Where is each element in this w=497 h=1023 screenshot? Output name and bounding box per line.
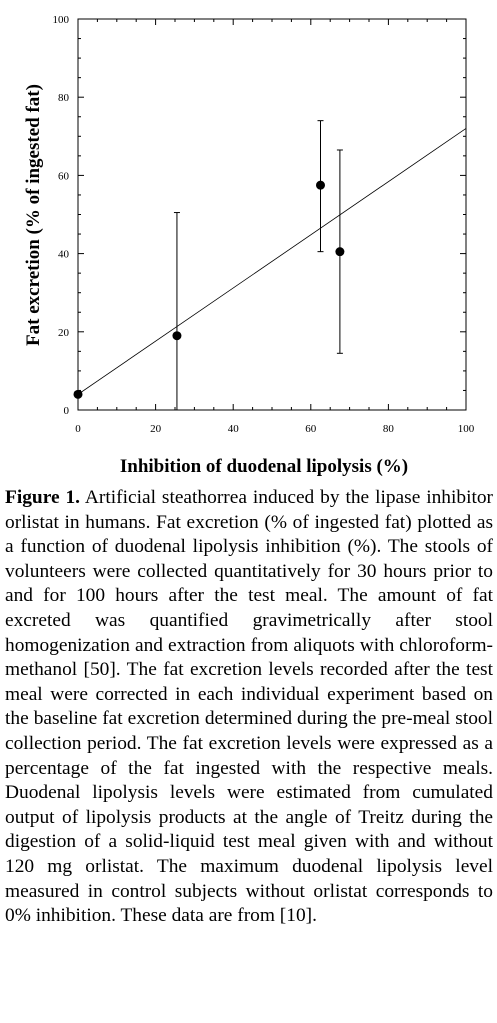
figure-caption — [5, 486, 493, 929]
scatter-chart — [0, 0, 497, 482]
y-tick-labels — [53, 14, 70, 417]
y-tick-label: 60 — [58, 170, 69, 183]
x-tick-label: 60 — [305, 423, 317, 435]
caption-text: Artificial steathorrea induced by the lipase inhibitor orlistat in humans. Fat excretion (% of ingested fat) plotted as a function of duodenal lipolysis inhibition (%). The stools of volunteers were collected quantitatively for 30 hours prior to and for 100 hours after the test meal. The amount of fat excreted was quantified gravimetrically after stool homogenization and extraction from aliquots with chloroform-methanol [50]. The fat excretion levels recorded after the test meal were corrected in each individual experiment based on the baseline fat excretion determined during the pre-meal stool collection period. The fat excretion levels were expressed as a percentage of the fat ingested with the respective meals. Duodenal lipolysis levels were estimated from cumulated output of lipolysis products at the angle of Treitz during the digestion of a solid-liquid test meal given with and without 120 mg orlistat. The maximum duodenal lipolysis level measured in control subjects without orlistat corresponds to 0% inhibition. These data are from [10]. — [5, 487, 494, 927]
x-axis-title: Inhibition of duodenal lipolysis (%) — [119, 456, 409, 477]
y-tick-label: 40 — [58, 248, 69, 261]
x-tick-label: 0 — [75, 423, 81, 435]
plot-frame — [78, 19, 466, 410]
caption-label: Figure 1. — [5, 487, 81, 508]
data-point — [335, 247, 344, 256]
data-point — [172, 331, 181, 340]
x-tick-label: 100 — [457, 423, 475, 435]
axis-ticks — [78, 19, 466, 410]
data-point — [74, 390, 83, 399]
y-tick-label: 20 — [58, 326, 69, 339]
x-tick-labels — [75, 423, 475, 435]
regression-line — [78, 128, 466, 394]
y-tick-label: 0 — [63, 405, 69, 417]
y-tick-label: 100 — [52, 14, 69, 26]
y-axis-title: Fat excretion (% of ingested fat) — [23, 84, 44, 346]
x-tick-label: 80 — [382, 423, 394, 435]
error-bars — [174, 121, 343, 410]
data-point — [316, 181, 325, 190]
y-tick-label: 80 — [58, 92, 69, 105]
data-points — [74, 181, 345, 399]
x-tick-label: 20 — [150, 423, 162, 435]
x-tick-label: 40 — [227, 423, 239, 435]
